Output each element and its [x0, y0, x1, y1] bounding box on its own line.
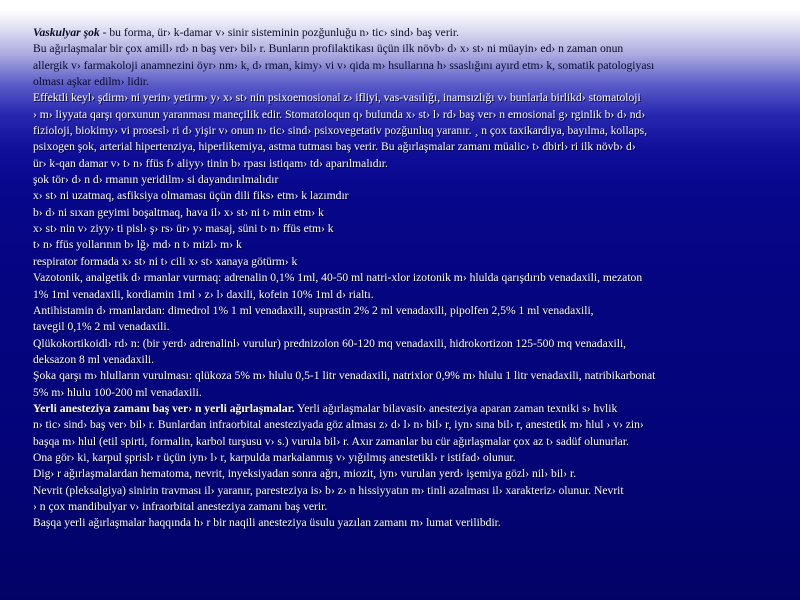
- text-line: › m› liyyata qarşı qorxunun yaranması maneçilik edir. Stomatoloqun q› bulunda x› st› l› rd› baş ver› n emosional g› rginlik b› d› nd›: [33, 107, 646, 121]
- heading-vaskulyar-shok: Vaskulyar şok: [33, 26, 100, 39]
- text-line: Şoka qarşı m› hlulların vurulması: qlükoza 5% m› hlulu 0,5-1 litr venadaxili, natrixlor 0,9% m› hlulu 1 litr venadaxili, natribikarbonat: [33, 369, 656, 383]
- text-line: fizioloji, biokimy› vi prosesl› ri d› yişir v› onun n› tic› sind› psixovegetativ pozğunluq yaranır. ¸ n çox taxikardiya, bayılma, kollaps,: [33, 124, 648, 138]
- text-line: Antihistamin d› rmanlardan: dimedrol 1% 1 ml venadaxili, suprastin 2% 2 ml venadaxili, pipolfen 2,5% 1 ml venadaxili,: [33, 303, 594, 317]
- text-line: Dig› r ağırlaşmalardan hematoma, nevrit, inyeksiyadan sonra ağrı, miozit, iyn› vurulan yerd› işemiya gözl› nil› bil› r.: [33, 467, 577, 481]
- text-line: Effektli keyl› şdirm› ni yerin› yetirm› y› x› st› nin psixoemosional z› ifliyi, vas-vasılığı, inamsızlığı v› bunlarla birlikd› stomatoloji: [33, 91, 641, 105]
- text-line: ür› k-qan damar v› t› n› ffüs f› aliyy› tinin b› rpası istiqam› td› aparılmalıdır.: [33, 156, 388, 170]
- text-line: 1% 1ml venadaxili, kordiamin 1ml › z› l› daxili, kofein 10% 1ml d› rialtı.: [33, 287, 374, 301]
- text-line: x› st› nin v› ziyy› ti pisl› ş› rs› ür› y› masaj, süni t› n› ffüs etm› k: [33, 222, 334, 236]
- text-line: n› tic› sind› baş ver› bil› r. Bunlardan infraorbital anesteziyada göz alması z› d› l› n› bil› r, iyn› sına bil› r, anestetik m› hlul › v› zin›: [33, 418, 644, 432]
- text-line: şok tör› d› n d› rmanın yeridilm› si dayandırılmalıdır: [33, 173, 279, 187]
- text-line: Nevrit (pleksalgiya) sinirin travması il› yaranır, paresteziya is› b› z› n hissiyyatın m› tinli azalması il› xarakteriz› olunur. Nevrit: [33, 483, 624, 497]
- heading-yerli-agirlasmalar: Yerli anesteziya zamanı baş ver› n yerli ağırlaşmalar.: [33, 401, 295, 415]
- text-line: respirator formada x› st› ni t› cili x› st› xanaya götürm› k: [33, 254, 298, 268]
- text-line: x› st› ni uzatmaq, asfiksiya olmaması üçün dili fiks› etm› k lazımdır: [33, 189, 349, 203]
- text-line: Bu ağırlaşmalar bir çox amill› rd› n baş ver› bil› r. Bunların profilaktikası üçün ilk növb› d› x› st› ni müayin› ed› n zaman onun: [33, 42, 624, 56]
- text-line: başqa m› hlul (etil spirti, formalin, karbol turşusu v› s.) vurula bil› r. Axır zamanlar bu cür ağırlaşmalar çox az t› sadüf olunurlar.: [33, 434, 629, 448]
- text-line: psixogen şok, arterial hipertenziya, hiperlikemiya, astma tutması baş verir. Bu ağırlaşmalar zamanı müalic› t› dbirl› ri ilk növb› d›: [33, 140, 636, 154]
- text-line: › n çox mandibulyar v› infraorbital anesteziya zamanı baş verir.: [33, 499, 328, 513]
- text-line: Vazotonik, analgetik d› rmanlar vurmaq: adrenalin 0,1% 1ml, 40-50 ml natri-xlor izotonik m› hlulda qarışdırıb venadaxili, mezaton: [33, 271, 643, 285]
- text-line: tavegil 0,1% 2 ml venadaxili.: [33, 320, 170, 334]
- text-line: - bu forma, ür› k-damar v› sinir sisteminin pozğunluğu n› tic› sind› baş verir.: [99, 26, 460, 39]
- text-line: Başqa yerli ağırlaşmalar haqqında h› r bir naqili anesteziya üsulu yazılan zamanı m› lumat verilibdir.: [33, 516, 501, 530]
- text-line: t› n› ffüs yollarının b› lğ› md› n t› mizl› m› k: [33, 238, 242, 252]
- document-body: [33, 25, 800, 532]
- text-line: allergik v› farmakoloji anamnezini öyr› nm› k, d› rman, kimy› vi v› qida m› hsullarına h› ssaslığını ayırd etm› k, somatik patologiyası: [33, 58, 655, 72]
- text-line: olması aşkar edilm› lidir.: [33, 75, 149, 89]
- text-line: Yerli ağırlaşmalar bilavasit› anesteziya aparan zaman texniki s› hvlik: [294, 401, 618, 415]
- text-line: Ona gör› ki, karpul şprisl› r üçün iyn› l› r, karpulda markalanmış v› yığılmış anestetikl› r istifad› olunur.: [33, 450, 516, 464]
- paragraph-vaskulyar-shok: [33, 25, 800, 41]
- paragraph-yerli-agirlasmalar: [33, 401, 800, 417]
- text-line: deksazon 8 ml venadaxili.: [33, 352, 155, 366]
- text-line: Qlükokortikoidl› rd› n: (bir yerd› adrenalinl› vurulur) prednizolon 60-120 mq venadaxili, hidrokortizon 125-500 mq venadaxili,: [33, 336, 627, 350]
- text-line: b› d› ni sıxan geyimi boşaltmaq, hava il› x› st› ni t› min etm› k: [33, 205, 324, 219]
- text-line: 5% m› hlulu 100-200 ml venadaxili.: [33, 385, 202, 399]
